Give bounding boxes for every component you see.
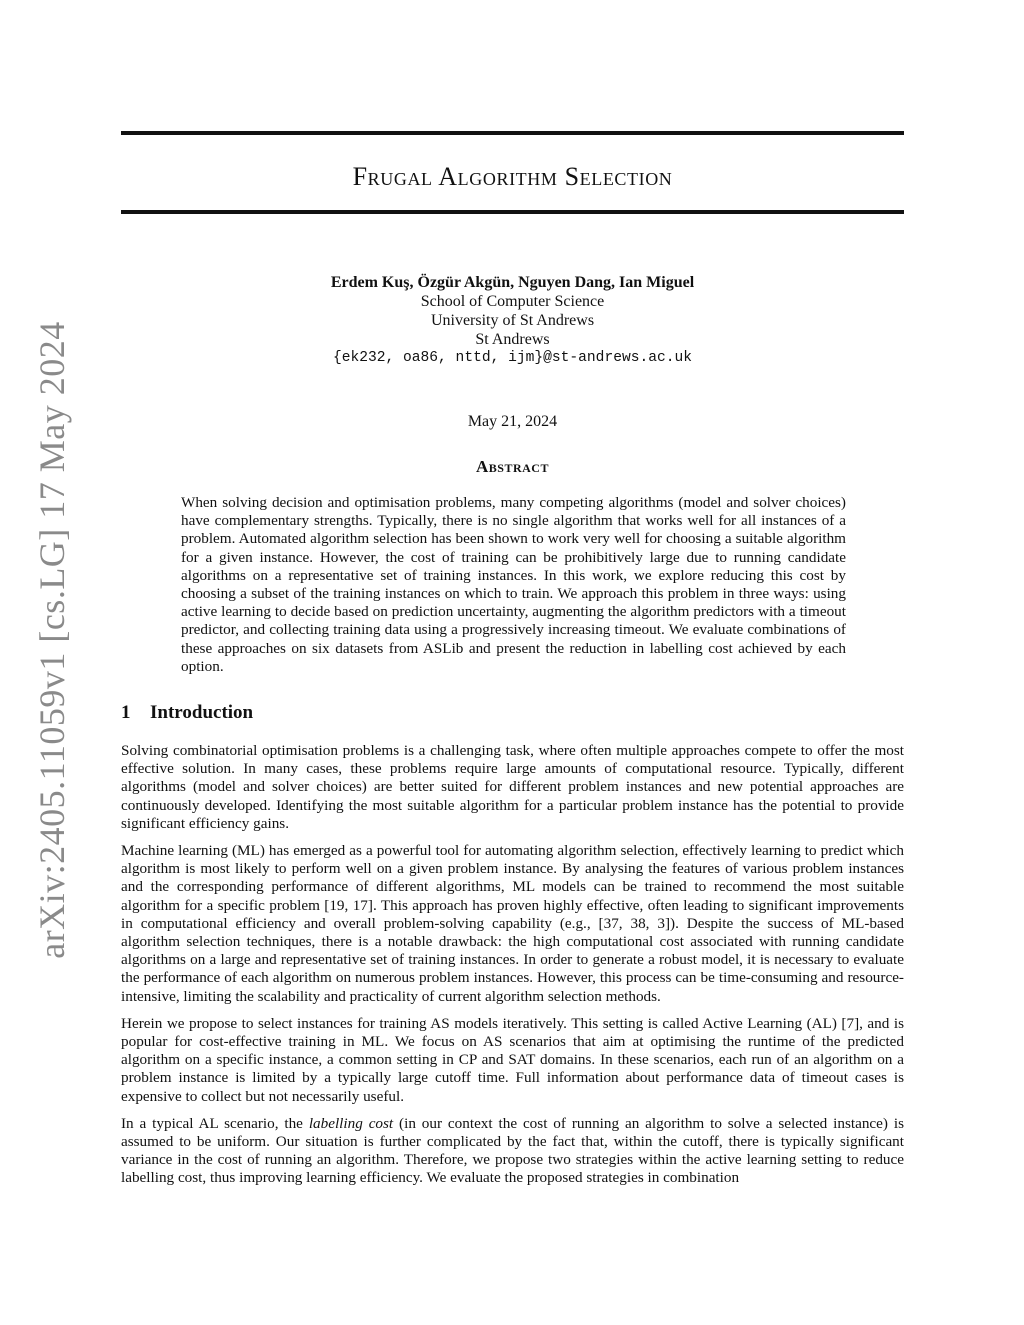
title-rule-top <box>121 131 904 135</box>
paragraph-4 <box>121 1115 904 1188</box>
affiliation-city: St Andrews <box>475 331 550 348</box>
abstract-heading: Abstract <box>476 457 549 476</box>
affiliation-university: University of St Andrews <box>430 312 595 329</box>
paragraph-4-emphasis: labelling cost <box>308 1114 394 1132</box>
paragraph-1: Solving combinatorial optimisation problems is a challenging task, where often multiple approaches compete to offer the most effective solution. In many cases, these problems require large amounts of computational resource. Typically, different algorithms (model and solver choices) are better suited for different problem instances and new potential approaches are continuously developed. Identifying the most suitable algorithm for a particular problem instance has the potential to provide significant efficiency gains. <box>121 742 904 832</box>
paragraph-3: Herein we propose to select instances for training AS models iteratively. This setting is called Active Learning (AL) [7], and is popular for cost-effective training in ML. We focus on AS scenarios that aim at optimising the runtime of the predicted algorithm on a specific instance, a common setting in CP and SAT domains. In these scenarios, each run of an algorithm on a problem instance is limited by a typically large cutoff time. Full information about performance data of timeout cases is expensive to collect but not necessarily useful. <box>121 1014 904 1105</box>
title-rule-bottom <box>121 210 904 214</box>
paragraph-2: Machine learning (ML) has emerged as a powerful tool for automating algorithm selection, effectively learning to predict which algorithm is most likely to perform well on a given problem instance. By analysing the features of various problem instances and the corresponding performance of different algorithms, ML models can be trained to recommend the most suitable algorithm for a specific problem [19, 17]. This approach has proven highly effective, often leading to significant improvements in computational efficiency and overall problem-solving capability (e.g., [37, 38, 3]). Despite the success of ML-based algorithm selection techniques, there is a notable drawback: the high computational cost associated with running candidate algorithms on a large and representative set of training instances. In order to generate a robust model, it is necessary to evaluate the performance of each algorithm on numerous problem instances. However, this process can be time-consuming and resource-intensive, limiting the scalability and practicality of current algorithm selection methods. <box>121 842 904 1005</box>
section-title: Introduction <box>150 702 254 723</box>
paper-title: Frugal Algorithm Selection <box>352 162 673 191</box>
author-names: Erdem Kuş, Özgür Akgün, Nguyen Dang, Ian Miguel <box>330 274 695 291</box>
abstract-text: When solving decision and optimisation problems, many competing algorithms (model and solver choices) have complementary strengths. Typically, there is no single algorithm that works well for all instances of a problem. Automated algorithm selection has been shown to work very well for choosing a suitable algorithm for a given instance. However, the cost of training can be prohibitively large due to running candidate algorithms on a representative set of training instances. In this work, we explore reducing this cost by choosing a subset of the training instances on which to train. We approach this problem in three ways: using active learning to decide based on prediction uncertainty, augmenting the algorithm predictors with a timeout predictor, and collecting training data using a progressively increasing timeout. We evaluate combinations of these approaches on six datasets from ASLib and present the reduction in labelling cost achieved by each option. <box>181 494 846 675</box>
affiliation-school: School of Computer Science <box>420 293 605 310</box>
arxiv-identifier: arXiv:2405.11059v1 [cs.LG] 17 May 2024 <box>32 321 72 959</box>
paragraph-4-rest: (in our context the cost of running an algorithm to solve a selected instance) is assumed to be uniform. Our situation is further complicated by the fact that, within the cutoff, there is typically significant variance in the cost of running an algorithm. Therefore, we propose two strategies within the active learning setting to reduce labelling cost, thus improving learning efficiency. We evaluate the proposed strategies in combination <box>121 1114 904 1187</box>
paper-date: May 21, 2024 <box>467 413 558 430</box>
author-block <box>121 273 904 368</box>
section-number: 1 <box>121 702 131 723</box>
paragraph-4-start: In a typical AL scenario, the <box>121 1114 309 1132</box>
section-body <box>121 742 904 1197</box>
section-heading <box>121 702 253 724</box>
author-emails: {ek232, oa86, nttd, ijm}@st-andrews.ac.uk <box>332 350 693 366</box>
